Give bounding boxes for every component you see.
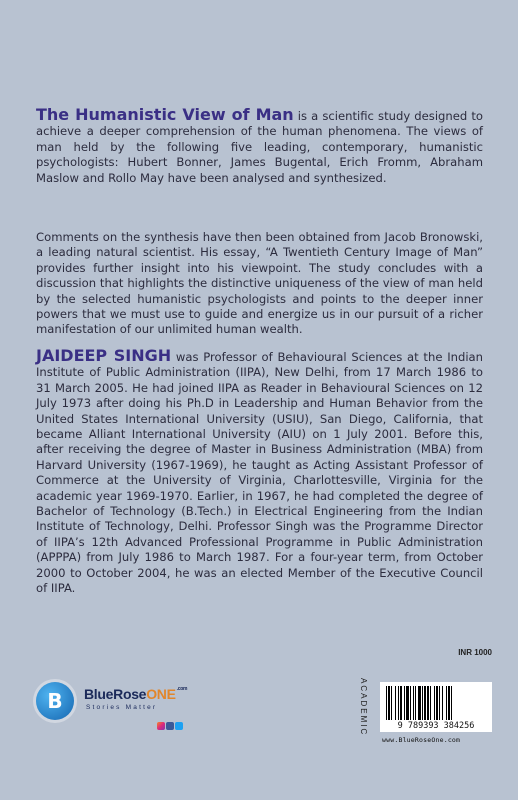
publisher-brand-accent: ONE bbox=[146, 686, 176, 702]
social-icons bbox=[157, 715, 184, 725]
isbn-barcode bbox=[380, 682, 492, 732]
price-label: INR 1000 bbox=[458, 648, 492, 657]
publisher-brand bbox=[84, 686, 187, 702]
barcode-bars bbox=[386, 686, 486, 720]
category-label: ACADEMIC bbox=[359, 678, 368, 737]
author-name: JAIDEEP SINGH bbox=[36, 346, 172, 365]
blurb-paragraph-1 bbox=[36, 107, 483, 186]
publisher-tagline: Stories Matter bbox=[86, 704, 158, 711]
isbn-number: 9 789393 384256 bbox=[397, 721, 475, 731]
blurb-paragraph-2: Comments on the synthesis have then been obtained from Jacob Bronowski, a leading natural scientist. His essay, “A Twentieth Century Image of Man” provides further insight into his viewpoint. The study concludes with a discussion that highlights the distinctive uniqueness of the view of man held by the selected humanistic psychologists and points to the deeper inner powers that we must use to guide and energize us in our pursuit of a richer manifestation of our unlimited human wealth. bbox=[36, 230, 483, 337]
publisher-website: www.BlueRoseOne.com bbox=[382, 736, 461, 744]
blurb-paragraph-1-text: is a scientific study designed to achieve a deeper comprehension of the human phenomena. The views of man held by the following five leading, contemporary, humanistic psychologists: Hubert Bonner, James Bugental, Erich Fromm, Abraham Maslow and Rollo May have been analysed and synthesized. bbox=[36, 109, 483, 185]
barcode-bar bbox=[451, 686, 452, 720]
author-bio bbox=[36, 348, 483, 597]
publisher-brand-suffix: .com bbox=[176, 686, 188, 692]
twitter-icon bbox=[175, 722, 183, 730]
barcode-area bbox=[352, 648, 492, 748]
book-title-lead: The Humanistic View of Man bbox=[36, 105, 294, 124]
author-bio-text: was Professor of Behavioural Sciences at the Indian Institute of Public Administration (IIPA), New Delhi, from 17 March 1986 to 31 March 2005. He had joined IIPA as Reader in Behavioural Sciences on 12 July 1973 after doing his Ph.D in Leadership and Human Behavior from the United States International University (USIU), San Diego, California, that became Alliant International University (AIU) on 1 July 2001. Before this, after receiving the degree of Master in Business Administration (MBA) from Harvard University (1967-1969), he taught as Acting Assistant Professor of Commerce at the University of Virginia, Charlottesville, Virginia for the academic year 1969-1970. Earlier, in 1967, he had completed the degree of Bachelor of Technology (B.Tech.) in Electrical Engineering from the Indian Institute of Technology, Delhi. Professor Singh was the Programme Director of IIPA’s 12th Advanced Professional Programme in Public Administration (APPPA) from July 1986 to March 1987. For a four-year term, from October 2000 to October 2004, he was an elected Member of the Executive Council of IIPA. bbox=[36, 350, 483, 596]
publisher-brand-main: BlueRose bbox=[84, 686, 147, 702]
publisher-logo-mark-icon: B bbox=[36, 682, 74, 720]
instagram-icon bbox=[157, 722, 165, 730]
publisher-logo bbox=[36, 680, 236, 730]
facebook-icon bbox=[166, 722, 174, 730]
